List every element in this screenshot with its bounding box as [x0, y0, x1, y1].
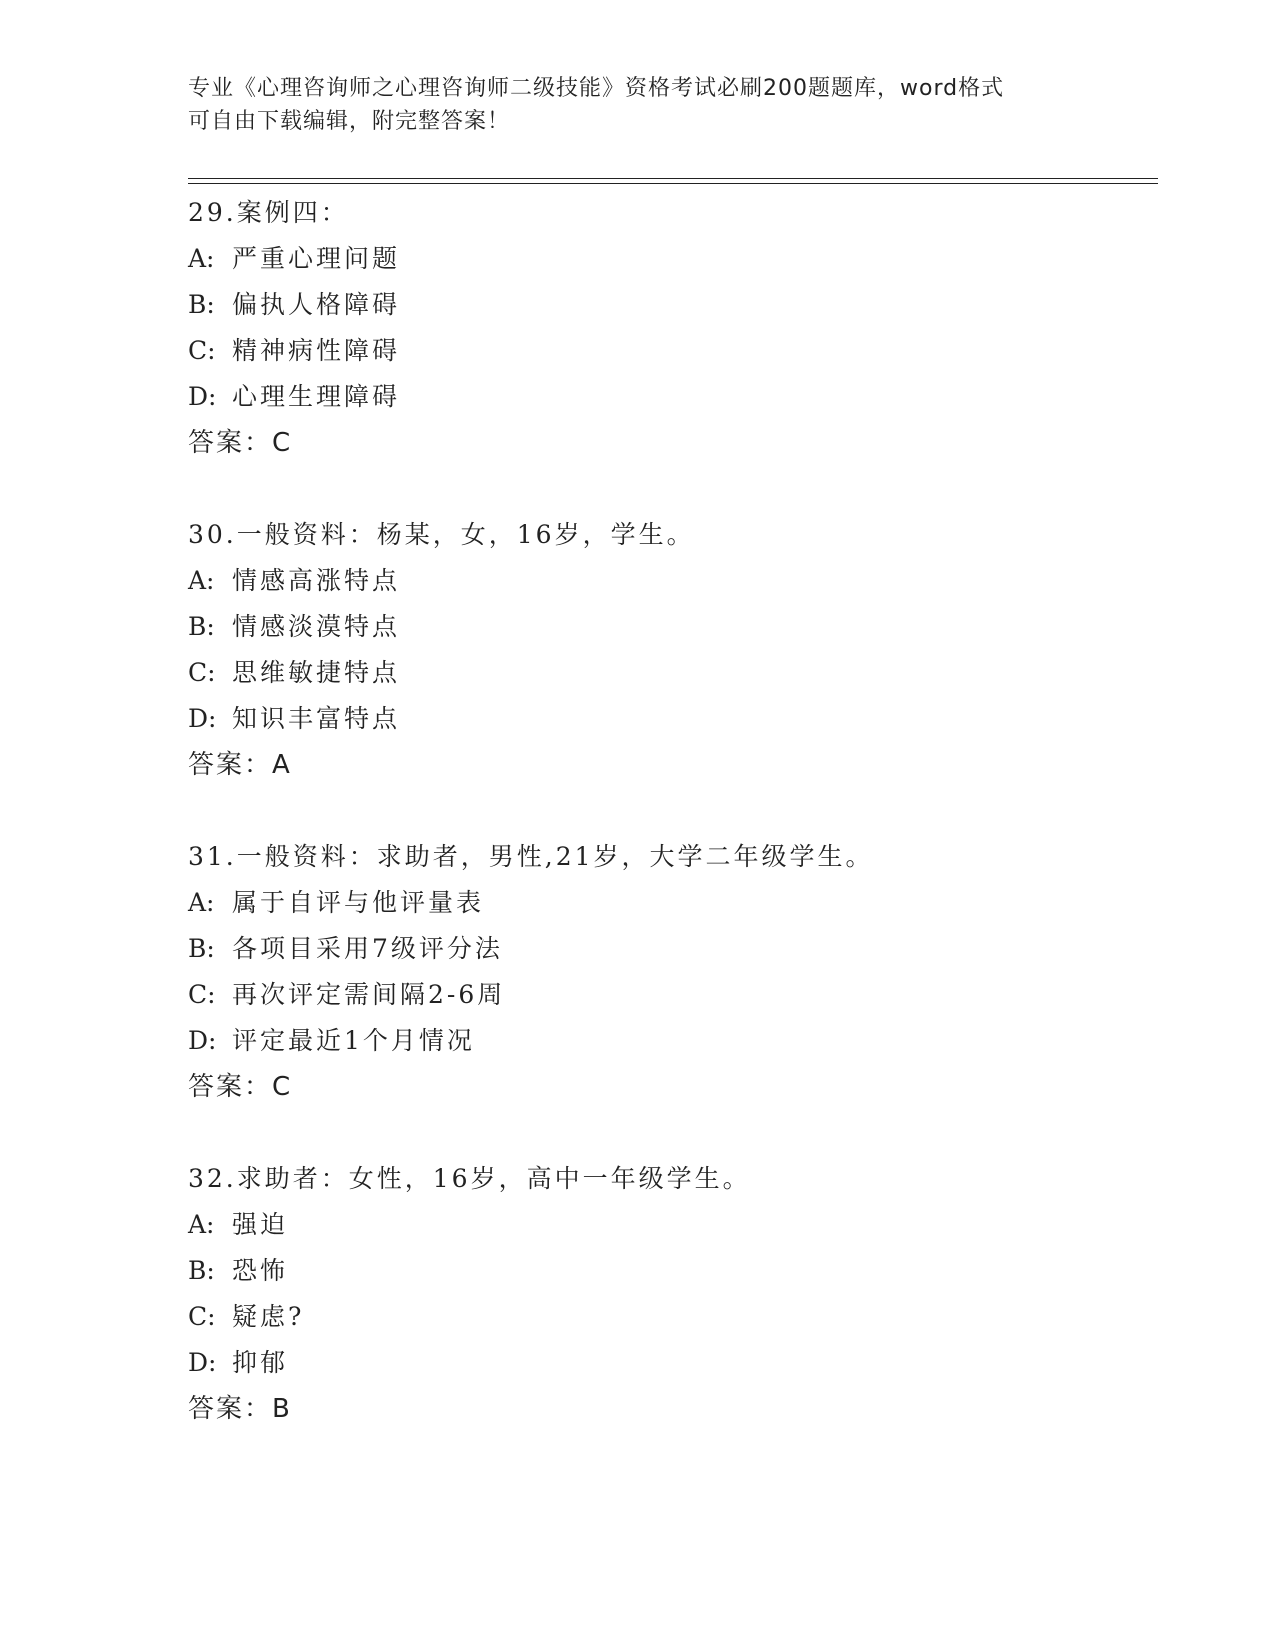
question-29	[188, 190, 1148, 466]
option-d	[188, 696, 1148, 742]
question-30	[188, 512, 1148, 788]
option-a	[188, 880, 1148, 926]
option-c	[188, 650, 1148, 696]
option-text: 思维敏捷特点	[232, 658, 401, 687]
option-d	[188, 1340, 1148, 1386]
option-text: 属于自评与他评量表	[232, 888, 485, 917]
document-header	[188, 72, 1088, 138]
option-letter: C:	[188, 336, 216, 365]
option-text: 评定最近1个月情况	[232, 1026, 475, 1055]
question-list	[188, 190, 1148, 1432]
option-text: 再次评定需间隔2-6周	[232, 980, 506, 1009]
header-line-2: 可自由下载编辑，附完整答案！	[188, 109, 511, 134]
option-letter: B:	[188, 1256, 215, 1285]
option-letter: D:	[188, 382, 217, 411]
answer-line: 答案：B	[188, 1394, 292, 1424]
question-31	[188, 834, 1148, 1110]
option-letter: D:	[188, 704, 217, 733]
option-text: 情感高涨特点	[232, 566, 401, 595]
header-divider-top	[188, 178, 1158, 179]
option-letter: A:	[188, 244, 215, 273]
option-text: 严重心理问题	[232, 244, 401, 273]
option-letter: D:	[188, 1026, 217, 1055]
option-letter: C:	[188, 980, 216, 1009]
option-letter: A:	[188, 566, 215, 595]
option-a	[188, 1202, 1148, 1248]
option-text: 恐怖	[232, 1256, 289, 1285]
question-stem: 32.求助者：女性，16岁，高中一年级学生。	[188, 1164, 751, 1193]
header-line-1: 专业《心理咨询师之心理咨询师二级技能》资格考试必刷200题题库，word格式	[188, 76, 1005, 101]
option-letter: D:	[188, 1348, 217, 1377]
option-b	[188, 1248, 1148, 1294]
answer-line: 答案：A	[188, 750, 292, 780]
option-letter: B:	[188, 290, 215, 319]
option-c	[188, 972, 1148, 1018]
question-32	[188, 1156, 1148, 1432]
option-c	[188, 1294, 1148, 1340]
option-text: 偏执人格障碍	[232, 290, 401, 319]
option-letter: C:	[188, 658, 216, 687]
option-letter: A:	[188, 1210, 215, 1239]
option-d	[188, 1018, 1148, 1064]
option-letter: B:	[188, 612, 215, 641]
option-text: 情感淡漠特点	[232, 612, 401, 641]
option-text: 抑郁	[232, 1348, 289, 1377]
option-text: 知识丰富特点	[232, 704, 401, 733]
option-c	[188, 328, 1148, 374]
option-text: 疑虑?	[232, 1302, 305, 1331]
option-b	[188, 926, 1148, 972]
option-a	[188, 236, 1148, 282]
answer-line: 答案：C	[188, 428, 293, 458]
question-stem: 29.案例四：	[188, 198, 349, 227]
answer-line: 答案：C	[188, 1072, 293, 1102]
option-letter: B:	[188, 934, 215, 963]
option-text: 精神病性障碍	[232, 336, 401, 365]
question-stem: 31.一般资料：求助者，男性,21岁，大学二年级学生。	[188, 842, 874, 871]
option-text: 各项目采用7级评分法	[232, 934, 503, 963]
option-a	[188, 558, 1148, 604]
question-stem: 30.一般资料：杨某，女，16岁，学生。	[188, 520, 695, 549]
option-letter: C:	[188, 1302, 216, 1331]
option-b	[188, 604, 1148, 650]
option-text: 心理生理障碍	[232, 382, 401, 411]
option-text: 强迫	[232, 1210, 289, 1239]
option-letter: A:	[188, 888, 215, 917]
option-d	[188, 374, 1148, 420]
option-b	[188, 282, 1148, 328]
header-divider-bottom	[188, 183, 1158, 184]
